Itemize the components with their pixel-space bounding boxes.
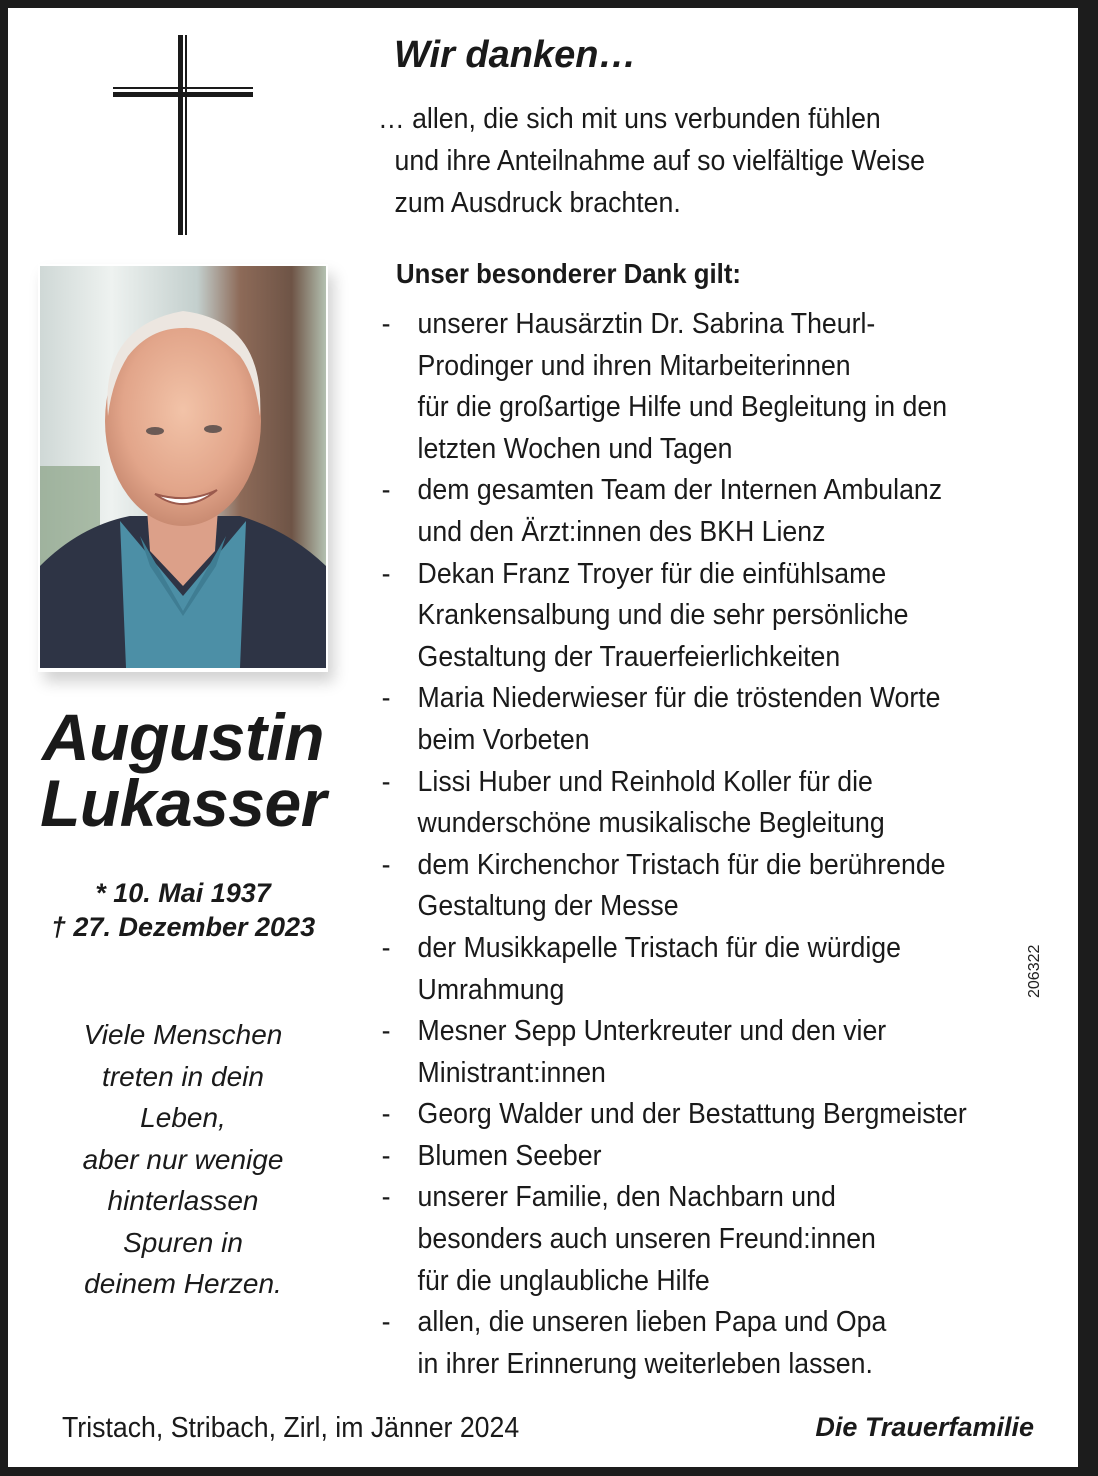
poem-line: Viele Menschen (83, 1019, 283, 1050)
list-item-line: Georg Walder und der Bestattung Bergmeister (417, 1098, 967, 1131)
list-item (378, 1094, 967, 1136)
bullet-dash: - (381, 682, 391, 715)
list-item (378, 1177, 967, 1302)
portrait-image (40, 266, 326, 668)
list-item (378, 1302, 967, 1385)
bullet-dash: - (381, 308, 391, 340)
cross-icon (113, 35, 255, 245)
list-item (378, 470, 967, 553)
bullet-dash: - (381, 1139, 391, 1172)
list-item-line: Umrahmung (417, 973, 565, 1006)
list-item-line: Prodinger und ihren Mitarbeiterinnen (417, 349, 851, 382)
life-dates (8, 876, 358, 944)
ad-id: 206322 (1026, 944, 1043, 998)
list-item-line: Gestaltung der Messe (417, 890, 679, 923)
first-name: Augustin (42, 700, 324, 774)
intro-paragraph (378, 98, 925, 224)
intro-line: und ihre Anteilnahme auf so vielfältige Weise (394, 145, 926, 177)
portrait-photo (40, 266, 326, 668)
bullet-dash: - (381, 1181, 391, 1214)
poem-line: treten in dein (102, 1060, 264, 1092)
list-item-line: Maria Niederwieser für die tröstenden Worte (417, 682, 941, 715)
bullet-dash: - (381, 474, 391, 507)
place-and-date: Tristach, Stribach, Zirl, im Jänner 2024 (62, 1412, 520, 1444)
list-item-line: beim Vorbeten (417, 723, 590, 756)
list-item-line: und den Ärzt:innen des BKH Lienz (417, 515, 826, 548)
deceased-name (8, 700, 358, 840)
list-item (378, 762, 967, 845)
list-item-line: besonders auch unseren Freund:innen (417, 1223, 876, 1256)
list-item-line: Blumen Seeber (417, 1139, 602, 1172)
memorial-poem (8, 1014, 358, 1305)
list-item (378, 554, 967, 679)
list-item (378, 304, 967, 470)
bullet-dash: - (381, 765, 391, 798)
bullet-dash: - (381, 557, 391, 590)
headline: Wir danken… (394, 34, 637, 76)
thanks-title: Unser besonderer Dank gilt: (396, 258, 741, 289)
death-date: † 27. Dezember 2023 (50, 912, 316, 942)
list-item-line: unserer Familie, den Nachbarn und (417, 1181, 836, 1214)
poem-line: hinterlassen (107, 1185, 259, 1216)
list-item-line: in ihrer Erinnerung weiterleben lassen. (417, 1347, 873, 1380)
list-item (378, 1011, 967, 1094)
poem-line: Leben, (140, 1102, 226, 1133)
list-item-line: allen, die unseren lieben Papa und Opa (417, 1306, 887, 1339)
list-item-line: Dekan Franz Troyer für die einfühlsame (417, 557, 887, 590)
list-item (378, 845, 967, 928)
list-item-line: unserer Hausärztin Dr. Sabrina Theurl- (417, 308, 876, 340)
intro-line: … allen, die sich mit uns verbunden fühlen (378, 103, 881, 135)
signature: Die Trauerfamilie (815, 1412, 1034, 1442)
list-item-line: Lissi Huber und Reinhold Koller für die (417, 765, 873, 798)
list-item-line: für die unglaubliche Hilfe (417, 1264, 710, 1297)
list-item (378, 1136, 967, 1178)
birth-date: * 10. Mai 1937 (95, 878, 271, 908)
list-item-line: letzten Wochen und Tagen (417, 432, 733, 465)
poem-line: Spuren in (123, 1226, 243, 1258)
list-item-line: Mesner Sepp Unterkreuter und den vier (417, 1015, 887, 1048)
list-item-line: wunderschöne musikalische Begleitung (417, 807, 885, 840)
list-item (378, 928, 967, 1011)
bullet-dash: - (381, 848, 391, 881)
last-name: Lukasser (40, 766, 326, 840)
thanks-list (378, 304, 967, 1385)
list-item-line: dem gesamten Team der Internen Ambulanz (417, 474, 943, 507)
list-item-line: Gestaltung der Trauerfeierlichkeiten (417, 640, 841, 673)
bullet-dash: - (381, 1015, 391, 1048)
bullet-dash: - (381, 931, 391, 964)
list-item-line: Krankensalbung und die sehr persönliche (417, 599, 909, 632)
list-item-line: dem Kirchenchor Tristach für die berührende (417, 848, 946, 881)
poem-line: aber nur wenige (82, 1143, 284, 1175)
bullet-dash: - (381, 1306, 391, 1339)
portrait-photo-frame (38, 264, 328, 672)
bullet-dash: - (381, 1098, 391, 1131)
list-item-line: Ministrant:innen (417, 1056, 606, 1089)
intro-line: zum Ausdruck brachten. (394, 187, 681, 219)
poem-line: deinem Herzen. (84, 1268, 282, 1299)
list-item-line: der Musikkapelle Tristach für die würdige (417, 931, 901, 964)
list-item (378, 678, 967, 761)
list-item-line: für die großartige Hilfe und Begleitung in den (417, 391, 948, 424)
obituary-page (8, 8, 1078, 1467)
